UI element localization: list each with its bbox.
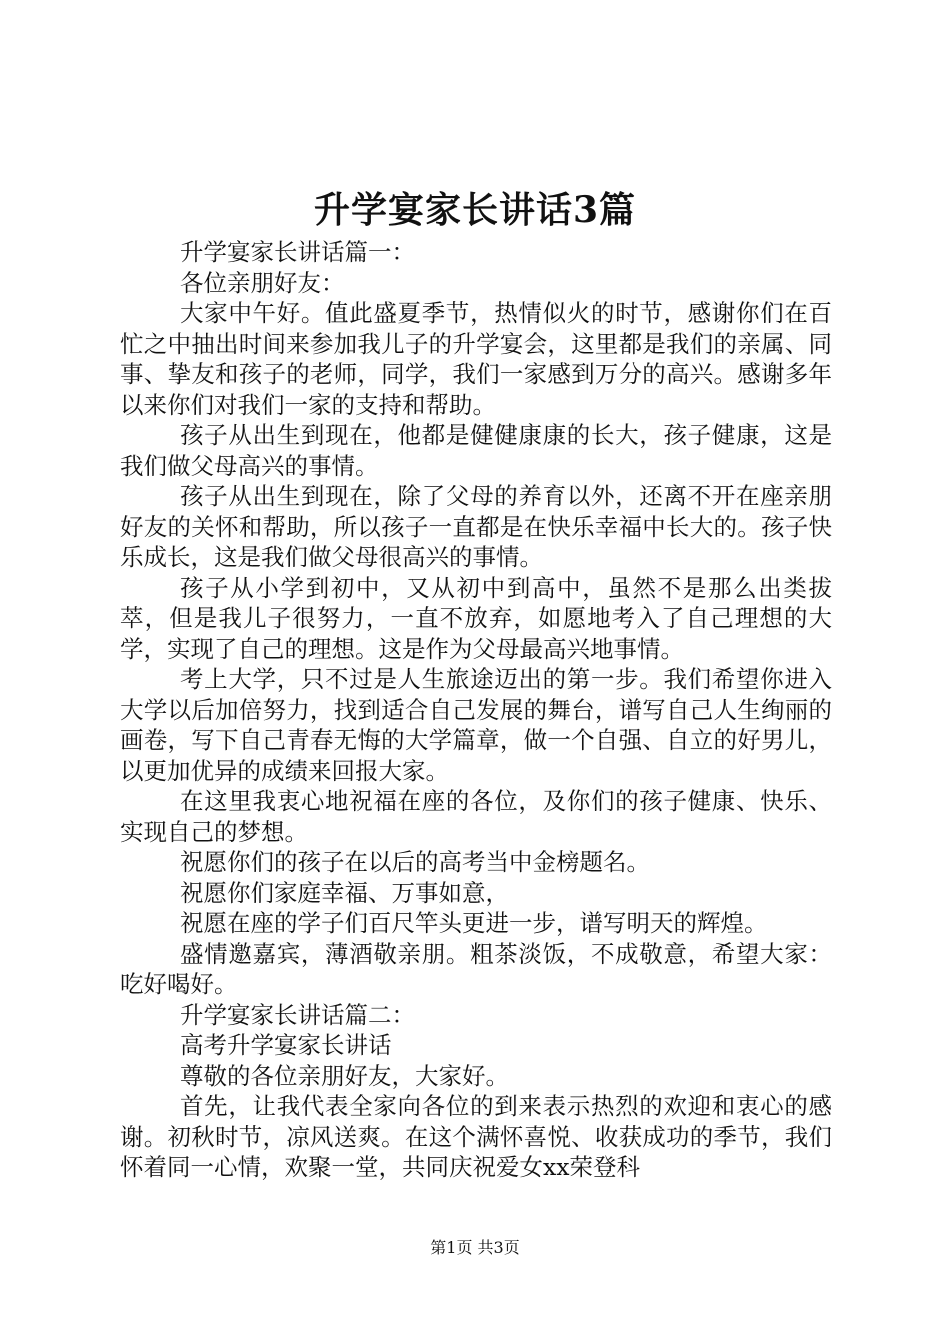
paragraph: 高考升学宴家长讲话 bbox=[180, 1031, 392, 1059]
paragraph: 考上大学，只不过是人生旅途迈出的第一步。我们希望你进入大学以后加倍努力，找到适合自己发展的舞台，谱写自己人生绚丽的画卷，写下自己青春无悔的大学篇章，做一个自强、自立的好男儿，以更加优异的成绩来回报大家。 bbox=[120, 665, 832, 785]
paragraph: 尊敬的各位亲朋好友，大家好。 bbox=[180, 1061, 509, 1090]
paragraph: 孩子从出生到现在，他都是健健康康的长大，孩子健康，这是我们做父母高兴的事情。 bbox=[120, 421, 832, 480]
document-title: 升学宴家长讲话3篇 bbox=[313, 189, 637, 231]
paragraph: 升学宴家长讲话篇一： bbox=[180, 238, 415, 266]
paragraph: 祝愿你们的孩子在以后的高考当中金榜题名。 bbox=[180, 848, 650, 876]
paragraph: 在这里我衷心地祝福在座的各位，及你们的孩子健康、快乐、实现自己的梦想。 bbox=[120, 787, 832, 846]
paragraph: 首先，让我代表全家向各位的到来表示热烈的欢迎和衷心的感谢。初秋时节，凉风送爽。在这个满怀喜悦、收获成功的季节，我们怀着同一心情，欢聚一堂，共同庆祝爱女xx荣登科 bbox=[120, 1092, 832, 1181]
paragraph: 孩子从小学到初中，又从初中到高中，虽然不是那么出类拔萃，但是我儿子很努力，一直不放弃，如愿地考入了自己理想的大学，实现了自己的理想。这是作为父母最高兴地事情。 bbox=[120, 573, 832, 663]
paragraph: 盛情邀嘉宾，薄酒敬亲朋。粗茶淡饭，不成敬意，希望大家：吃好喝好。 bbox=[120, 939, 832, 998]
page-footer: 第1页 共3页 bbox=[430, 1238, 520, 1257]
paragraph: 祝愿在座的学子们百尺竿头更进一步，谱写明天的辉煌。 bbox=[180, 909, 768, 937]
paragraph: 祝愿你们家庭幸福、万事如意， bbox=[180, 878, 509, 907]
paragraph: 各位亲朋好友： bbox=[180, 268, 345, 297]
paragraph: 升学宴家长讲话篇二： bbox=[180, 1000, 415, 1029]
document-body bbox=[120, 237, 832, 1183]
paragraph: 孩子从出生到现在，除了父母的养育以外，还离不开在座亲朋好友的关怀和帮助，所以孩子一直都是在快乐幸福中长大的。孩子快乐成长，这是我们做父母很高兴的事情。 bbox=[120, 482, 832, 571]
paragraph: 大家中午好。值此盛夏季节，热情似火的时节，感谢你们在百忙之中抽出时间来参加我儿子的升学宴会，这里都是我们的亲属、同事、挚友和孩子的老师，同学，我们一家感到万分的高兴。感谢多年以来你们对我们一家的支持和帮助。 bbox=[120, 299, 832, 419]
